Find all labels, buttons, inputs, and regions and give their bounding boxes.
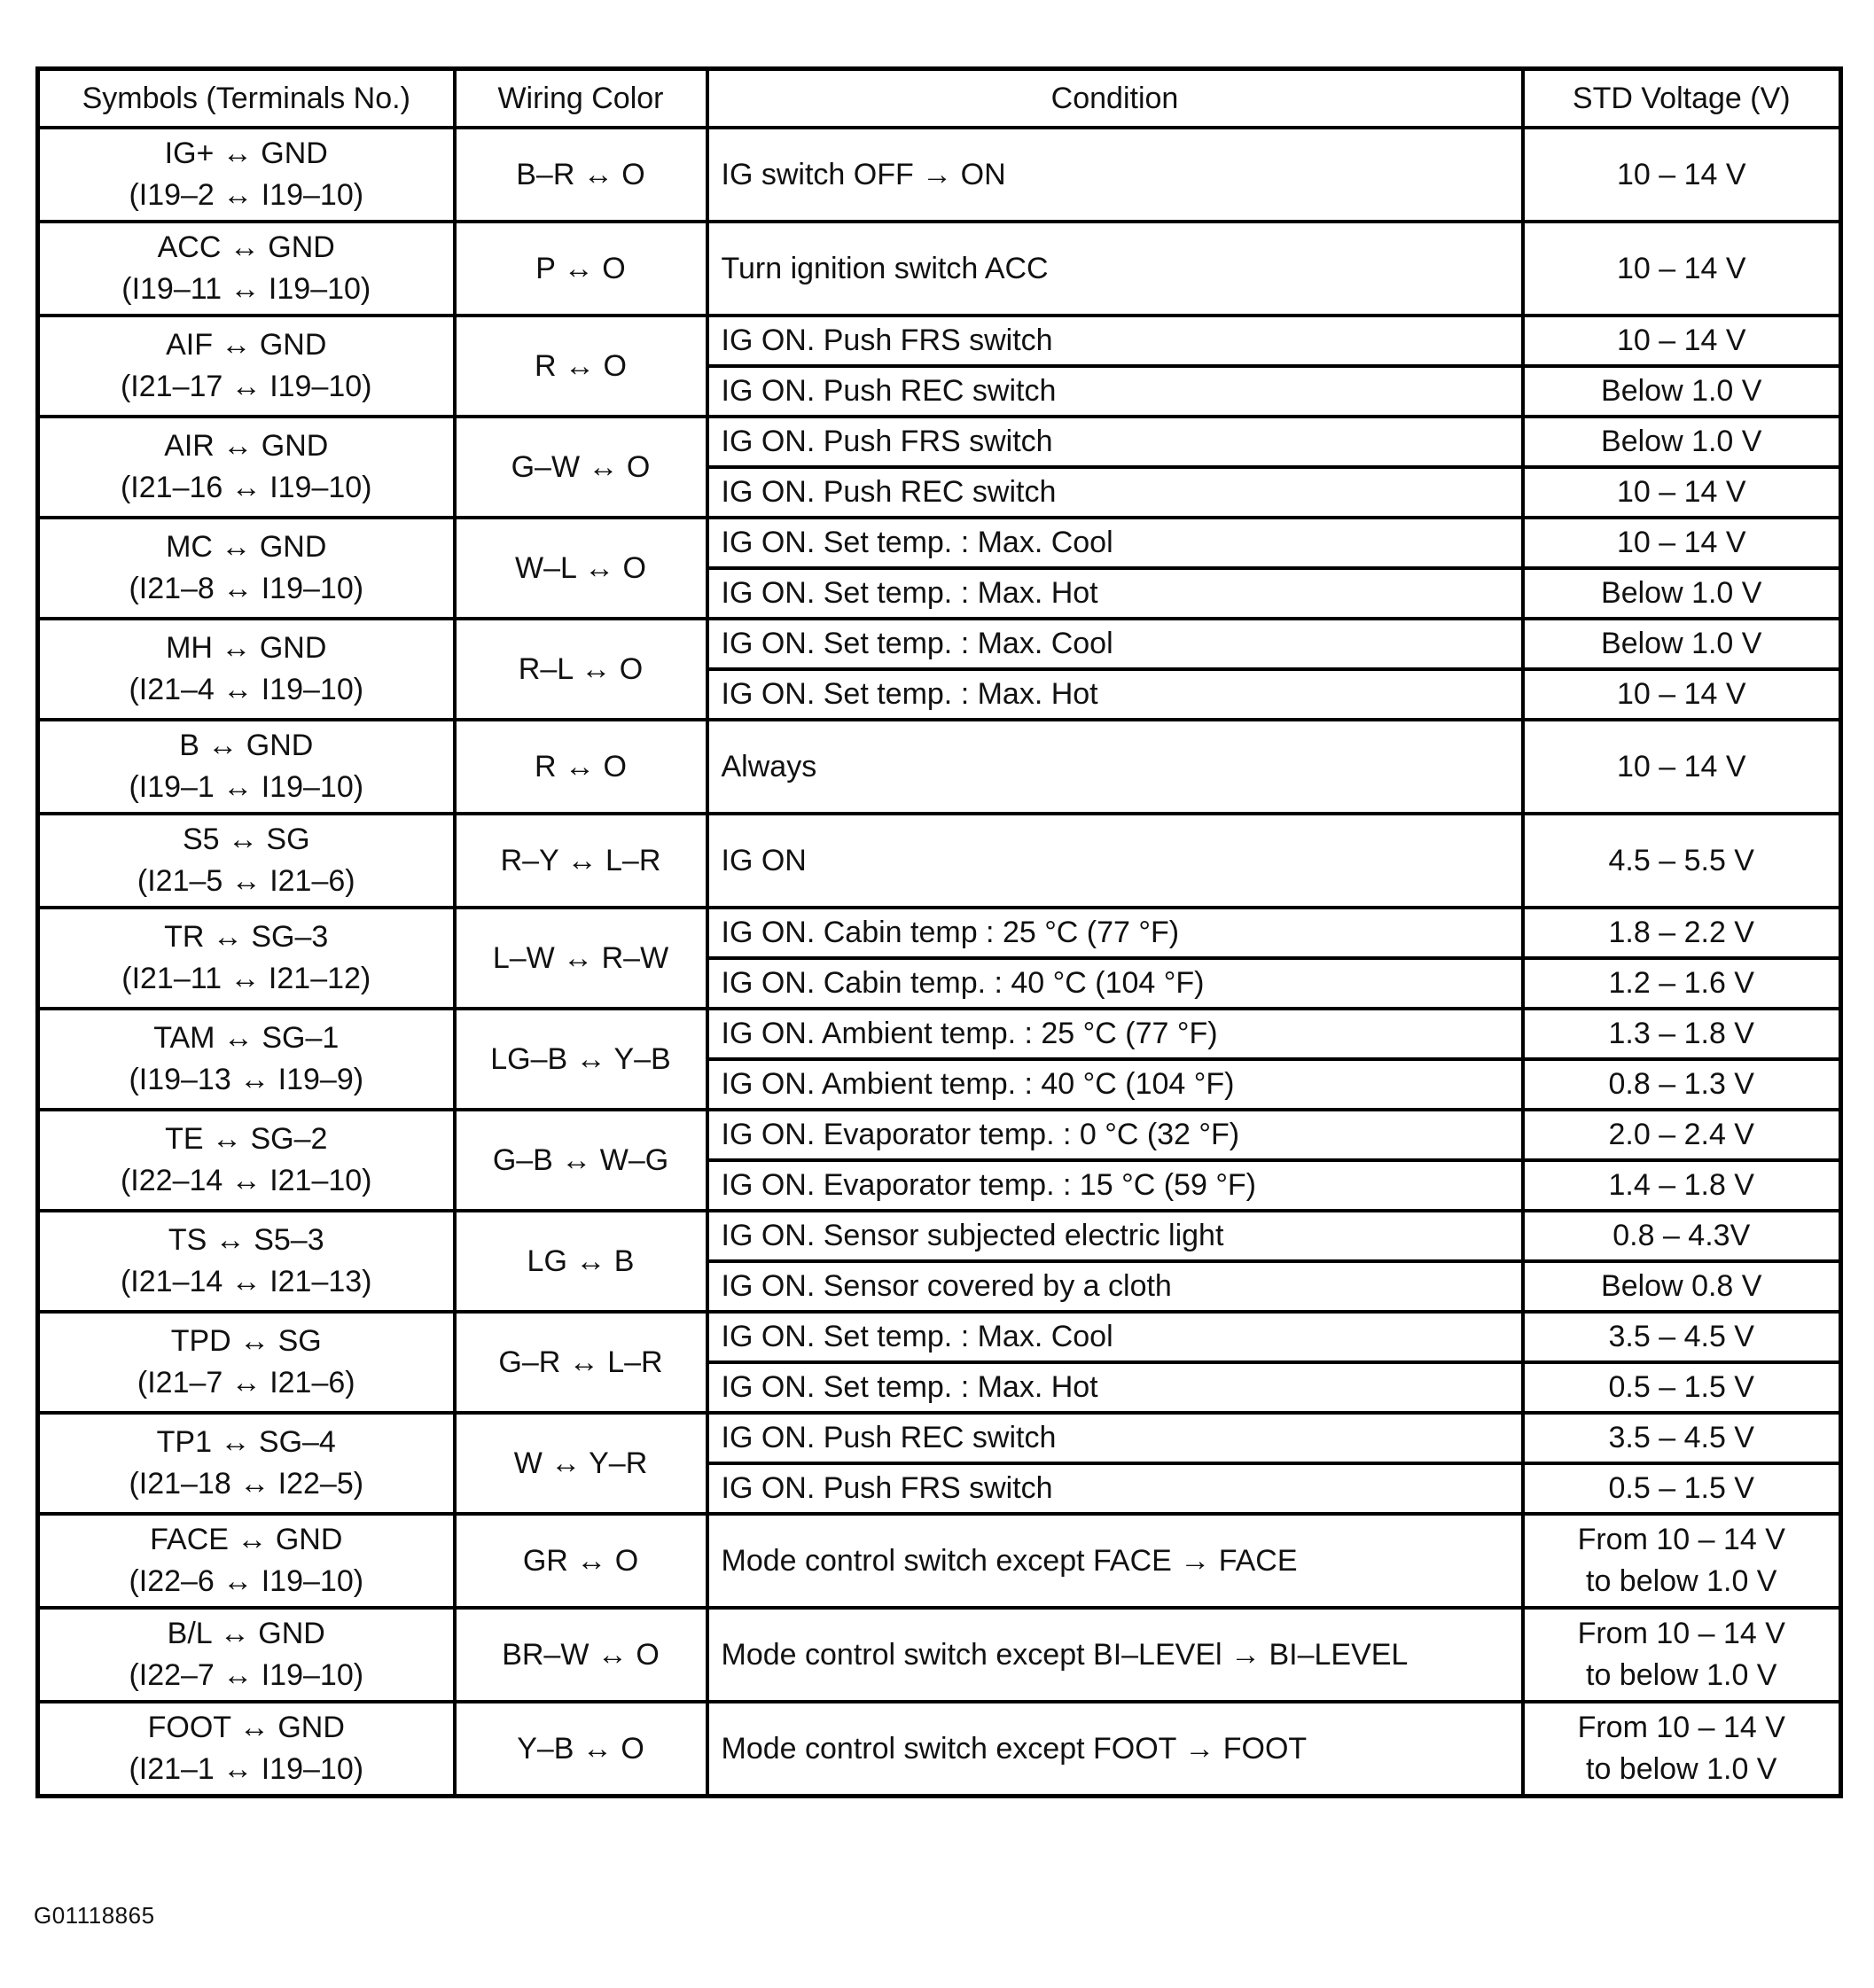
symbol-cell: [38, 1211, 455, 1312]
std-voltage-cell: [1523, 1514, 1841, 1608]
terminal-numbers: (I19–13 ↔ I19–9): [129, 1063, 364, 1096]
symbol-pair: IG+ ↔ GND: [164, 136, 328, 170]
terminal-numbers: (I21–18 ↔ I22–5): [129, 1467, 364, 1501]
voltage-value: 2.0 – 2.4 V: [1608, 1118, 1754, 1151]
wiring-color-cell: G–B ↔ W–G: [455, 1110, 707, 1211]
table-row: [38, 908, 1841, 958]
voltage-value: 10 – 14 V: [1616, 677, 1746, 711]
wiring-color-cell: LG–B ↔ Y–B: [455, 1009, 707, 1110]
voltage-value: to below 1.0 V: [1586, 1658, 1777, 1692]
condition-cell: IG ON. Set temp. : Max. Hot: [707, 669, 1523, 720]
table-header-row: [38, 69, 1841, 129]
wiring-color-cell: Y–B ↔ O: [455, 1702, 707, 1797]
voltage-value: 1.3 – 1.8 V: [1608, 1017, 1754, 1050]
voltage-value: Below 1.0 V: [1601, 374, 1762, 408]
std-voltage-cell: [1523, 908, 1841, 958]
voltage-value: 0.8 – 1.3 V: [1608, 1067, 1754, 1101]
symbol-pair: TAM ↔ SG–1: [153, 1021, 340, 1055]
voltage-value: 10 – 14 V: [1616, 157, 1746, 191]
std-voltage-cell: [1523, 366, 1841, 417]
terminal-numbers: (I22–7 ↔ I19–10): [129, 1658, 364, 1692]
terminal-numbers: (I19–1 ↔ I19–10): [129, 770, 364, 804]
condition-cell: IG ON. Push FRS switch: [707, 417, 1523, 467]
table-row: [38, 1514, 1841, 1608]
symbol-pair: FACE ↔ GND: [150, 1523, 343, 1556]
condition-cell: IG ON. Ambient temp. : 40 °C (104 °F): [707, 1059, 1523, 1110]
symbol-pair: ACC ↔ GND: [157, 230, 335, 264]
condition-cell: IG ON. Evaporator temp. : 0 °C (32 °F): [707, 1110, 1523, 1160]
std-voltage-cell: [1523, 814, 1841, 908]
voltage-value: 10 – 14 V: [1616, 251, 1746, 285]
terminal-numbers: (I22–14 ↔ I21–10): [120, 1164, 372, 1197]
std-voltage-cell: [1523, 1362, 1841, 1413]
std-voltage-cell: [1523, 1009, 1841, 1059]
wiring-color-cell: R ↔ O: [455, 316, 707, 417]
symbol-cell: [38, 720, 455, 814]
condition-cell: IG switch OFF → ON: [707, 128, 1523, 222]
symbol-cell: [38, 908, 455, 1009]
voltage-value: 10 – 14 V: [1616, 526, 1746, 559]
terminal-numbers: (I21–14 ↔ I21–13): [120, 1265, 372, 1298]
symbol-pair: AIR ↔ GND: [164, 429, 329, 463]
symbol-pair: TP1 ↔ SG–4: [156, 1425, 336, 1459]
std-voltage-cell: [1523, 1702, 1841, 1797]
std-voltage-cell: [1523, 1312, 1841, 1362]
std-voltage-cell: [1523, 1463, 1841, 1514]
terminal-numbers: (I21–11 ↔ I21–12): [121, 962, 371, 995]
symbol-pair: TE ↔ SG–2: [165, 1122, 328, 1156]
wiring-color-cell: L–W ↔ R–W: [455, 908, 707, 1009]
voltage-value: Below 1.0 V: [1601, 425, 1762, 458]
symbol-pair: TR ↔ SG–3: [164, 920, 329, 954]
symbol-cell: [38, 518, 455, 619]
condition-cell: IG ON. Set temp. : Max. Cool: [707, 518, 1523, 568]
voltage-value: 10 – 14 V: [1616, 324, 1746, 357]
voltage-value: 0.5 – 1.5 V: [1608, 1471, 1754, 1505]
condition-cell: IG ON. Push REC switch: [707, 366, 1523, 417]
voltage-value: From 10 – 14 V: [1577, 1523, 1785, 1556]
wiring-color-cell: G–W ↔ O: [455, 417, 707, 518]
wiring-color-cell: P ↔ O: [455, 222, 707, 316]
terminal-numbers: (I21–7 ↔ I21–6): [137, 1366, 355, 1399]
symbol-pair: MH ↔ GND: [166, 631, 327, 665]
table-row: [38, 619, 1841, 669]
condition-cell: IG ON. Sensor covered by a cloth: [707, 1261, 1523, 1312]
voltage-value: 4.5 – 5.5 V: [1608, 843, 1754, 877]
wiring-color-cell: BR–W ↔ O: [455, 1608, 707, 1702]
std-voltage-cell: [1523, 619, 1841, 669]
voltage-value: 3.5 – 4.5 V: [1608, 1421, 1754, 1454]
voltage-value: 10 – 14 V: [1616, 475, 1746, 509]
condition-cell: IG ON. Cabin temp. : 40 °C (104 °F): [707, 958, 1523, 1009]
voltage-table-sheet: [35, 66, 1839, 1798]
condition-cell: IG ON. Sensor subjected electric light: [707, 1211, 1523, 1261]
symbol-pair: MC ↔ GND: [166, 530, 327, 564]
condition-cell: Mode control switch except BI–LEVEl → BI–LEVEL: [707, 1608, 1523, 1702]
voltage-value: 0.8 – 4.3V: [1612, 1219, 1751, 1252]
table-row: [38, 1608, 1841, 1702]
voltage-value: 1.8 – 2.2 V: [1608, 916, 1754, 949]
table-row: [38, 1312, 1841, 1362]
std-voltage-cell: [1523, 1261, 1841, 1312]
voltage-value: Below 1.0 V: [1601, 627, 1762, 660]
symbol-pair: B/L ↔ GND: [167, 1617, 325, 1650]
wiring-color-cell: LG ↔ B: [455, 1211, 707, 1312]
wiring-color-cell: W–L ↔ O: [455, 518, 707, 619]
symbol-pair: TPD ↔ SG: [170, 1324, 322, 1358]
std-voltage-cell: [1523, 222, 1841, 316]
terminal-numbers: (I21–4 ↔ I19–10): [129, 673, 364, 706]
condition-cell: Mode control switch except FOOT → FOOT: [707, 1702, 1523, 1797]
symbol-cell: [38, 1110, 455, 1211]
std-voltage-cell: [1523, 518, 1841, 568]
table-row: [38, 1110, 1841, 1160]
terminal-numbers: (I19–2 ↔ I19–10): [129, 178, 364, 212]
std-voltage-cell: [1523, 316, 1841, 366]
figure-id: G01118865: [34, 1902, 155, 1929]
wiring-color-cell: R–Y ↔ L–R: [455, 814, 707, 908]
voltage-value: to below 1.0 V: [1586, 1564, 1777, 1598]
std-voltage-cell: [1523, 1211, 1841, 1261]
wiring-color-cell: R–L ↔ O: [455, 619, 707, 720]
terminal-numbers: (I21–16 ↔ I19–10): [120, 471, 372, 504]
voltage-value: 0.5 – 1.5 V: [1608, 1370, 1754, 1404]
table-row: [38, 316, 1841, 366]
condition-cell: IG ON. Push REC switch: [707, 1413, 1523, 1463]
symbol-pair: B ↔ GND: [179, 729, 314, 762]
std-voltage-cell: [1523, 669, 1841, 720]
condition-cell: IG ON. Set temp. : Max. Hot: [707, 1362, 1523, 1413]
symbol-pair: AIF ↔ GND: [166, 328, 327, 362]
terminal-numbers: (I19–11 ↔ I19–10): [121, 272, 371, 306]
table-row: [38, 222, 1841, 316]
wiring-color-cell: W ↔ Y–R: [455, 1413, 707, 1514]
symbol-cell: [38, 1413, 455, 1514]
terminal-numbers: (I21–5 ↔ I21–6): [137, 864, 355, 898]
symbol-cell: [38, 1009, 455, 1110]
std-voltage-cell: [1523, 1413, 1841, 1463]
symbol-cell: [38, 222, 455, 316]
voltage-value: From 10 – 14 V: [1577, 1711, 1785, 1744]
table-row: [38, 518, 1841, 568]
terminal-numbers: (I21–1 ↔ I19–10): [129, 1752, 364, 1786]
symbol-pair: TS ↔ S5–3: [168, 1223, 324, 1257]
condition-cell: Mode control switch except FACE → FACE: [707, 1514, 1523, 1608]
voltage-value: to below 1.0 V: [1586, 1752, 1777, 1786]
terminal-numbers: (I22–6 ↔ I19–10): [129, 1564, 364, 1598]
std-voltage-cell: [1523, 1608, 1841, 1702]
header-symbols: Symbols (Terminals No.): [38, 69, 455, 129]
symbol-pair: FOOT ↔ GND: [147, 1711, 345, 1744]
std-voltage-cell: [1523, 417, 1841, 467]
terminal-numbers: (I21–17 ↔ I19–10): [120, 370, 372, 403]
table-body: [38, 128, 1841, 1797]
voltage-value: 1.2 – 1.6 V: [1608, 966, 1754, 1000]
condition-cell: Always: [707, 720, 1523, 814]
symbol-cell: [38, 417, 455, 518]
condition-cell: IG ON. Set temp. : Max. Cool: [707, 1312, 1523, 1362]
header-std-voltage: STD Voltage (V): [1523, 69, 1841, 129]
table-row: [38, 417, 1841, 467]
table-row: [38, 128, 1841, 222]
condition-cell: IG ON. Ambient temp. : 25 °C (77 °F): [707, 1009, 1523, 1059]
table-row: [38, 1009, 1841, 1059]
condition-cell: IG ON. Cabin temp : 25 °C (77 °F): [707, 908, 1523, 958]
table-row: [38, 814, 1841, 908]
symbol-cell: [38, 619, 455, 720]
condition-cell: IG ON. Set temp. : Max. Cool: [707, 619, 1523, 669]
std-voltage-cell: [1523, 1160, 1841, 1211]
std-voltage-cell: [1523, 128, 1841, 222]
table-row: [38, 720, 1841, 814]
condition-cell: IG ON. Push FRS switch: [707, 1463, 1523, 1514]
condition-cell: IG ON. Push REC switch: [707, 467, 1523, 518]
std-voltage-cell: [1523, 467, 1841, 518]
voltage-value: 10 – 14 V: [1616, 749, 1746, 784]
table-row: [38, 1211, 1841, 1261]
table-row: [38, 1413, 1841, 1463]
voltage-value: From 10 – 14 V: [1577, 1617, 1785, 1650]
terminal-numbers: (I21–8 ↔ I19–10): [129, 572, 364, 605]
condition-cell: Turn ignition switch ACC: [707, 222, 1523, 316]
std-voltage-cell: [1523, 720, 1841, 814]
voltage-value: 1.4 – 1.8 V: [1608, 1168, 1754, 1202]
symbol-cell: [38, 1608, 455, 1702]
symbol-cell: [38, 128, 455, 222]
std-voltage-cell: [1523, 1110, 1841, 1160]
symbol-cell: [38, 1702, 455, 1797]
symbol-pair: S5 ↔ SG: [182, 822, 310, 856]
condition-cell: IG ON: [707, 814, 1523, 908]
wiring-color-cell: B–R ↔ O: [455, 128, 707, 222]
voltage-value: Below 1.0 V: [1601, 576, 1762, 610]
table-row: [38, 1702, 1841, 1797]
symbol-cell: [38, 316, 455, 417]
wiring-color-cell: GR ↔ O: [455, 1514, 707, 1608]
header-condition: Condition: [707, 69, 1523, 129]
voltage-value: 3.5 – 4.5 V: [1608, 1320, 1754, 1353]
condition-cell: IG ON. Evaporator temp. : 15 °C (59 °F): [707, 1160, 1523, 1211]
std-voltage-cell: [1523, 568, 1841, 619]
terminal-voltage-table: [35, 66, 1843, 1798]
header-wiring-color: Wiring Color: [455, 69, 707, 129]
symbol-cell: [38, 814, 455, 908]
std-voltage-cell: [1523, 1059, 1841, 1110]
symbol-cell: [38, 1312, 455, 1413]
symbol-cell: [38, 1514, 455, 1608]
voltage-value: Below 0.8 V: [1601, 1269, 1762, 1303]
wiring-color-cell: G–R ↔ L–R: [455, 1312, 707, 1413]
condition-cell: IG ON. Set temp. : Max. Hot: [707, 568, 1523, 619]
condition-cell: IG ON. Push FRS switch: [707, 316, 1523, 366]
wiring-color-cell: R ↔ O: [455, 720, 707, 814]
std-voltage-cell: [1523, 958, 1841, 1009]
